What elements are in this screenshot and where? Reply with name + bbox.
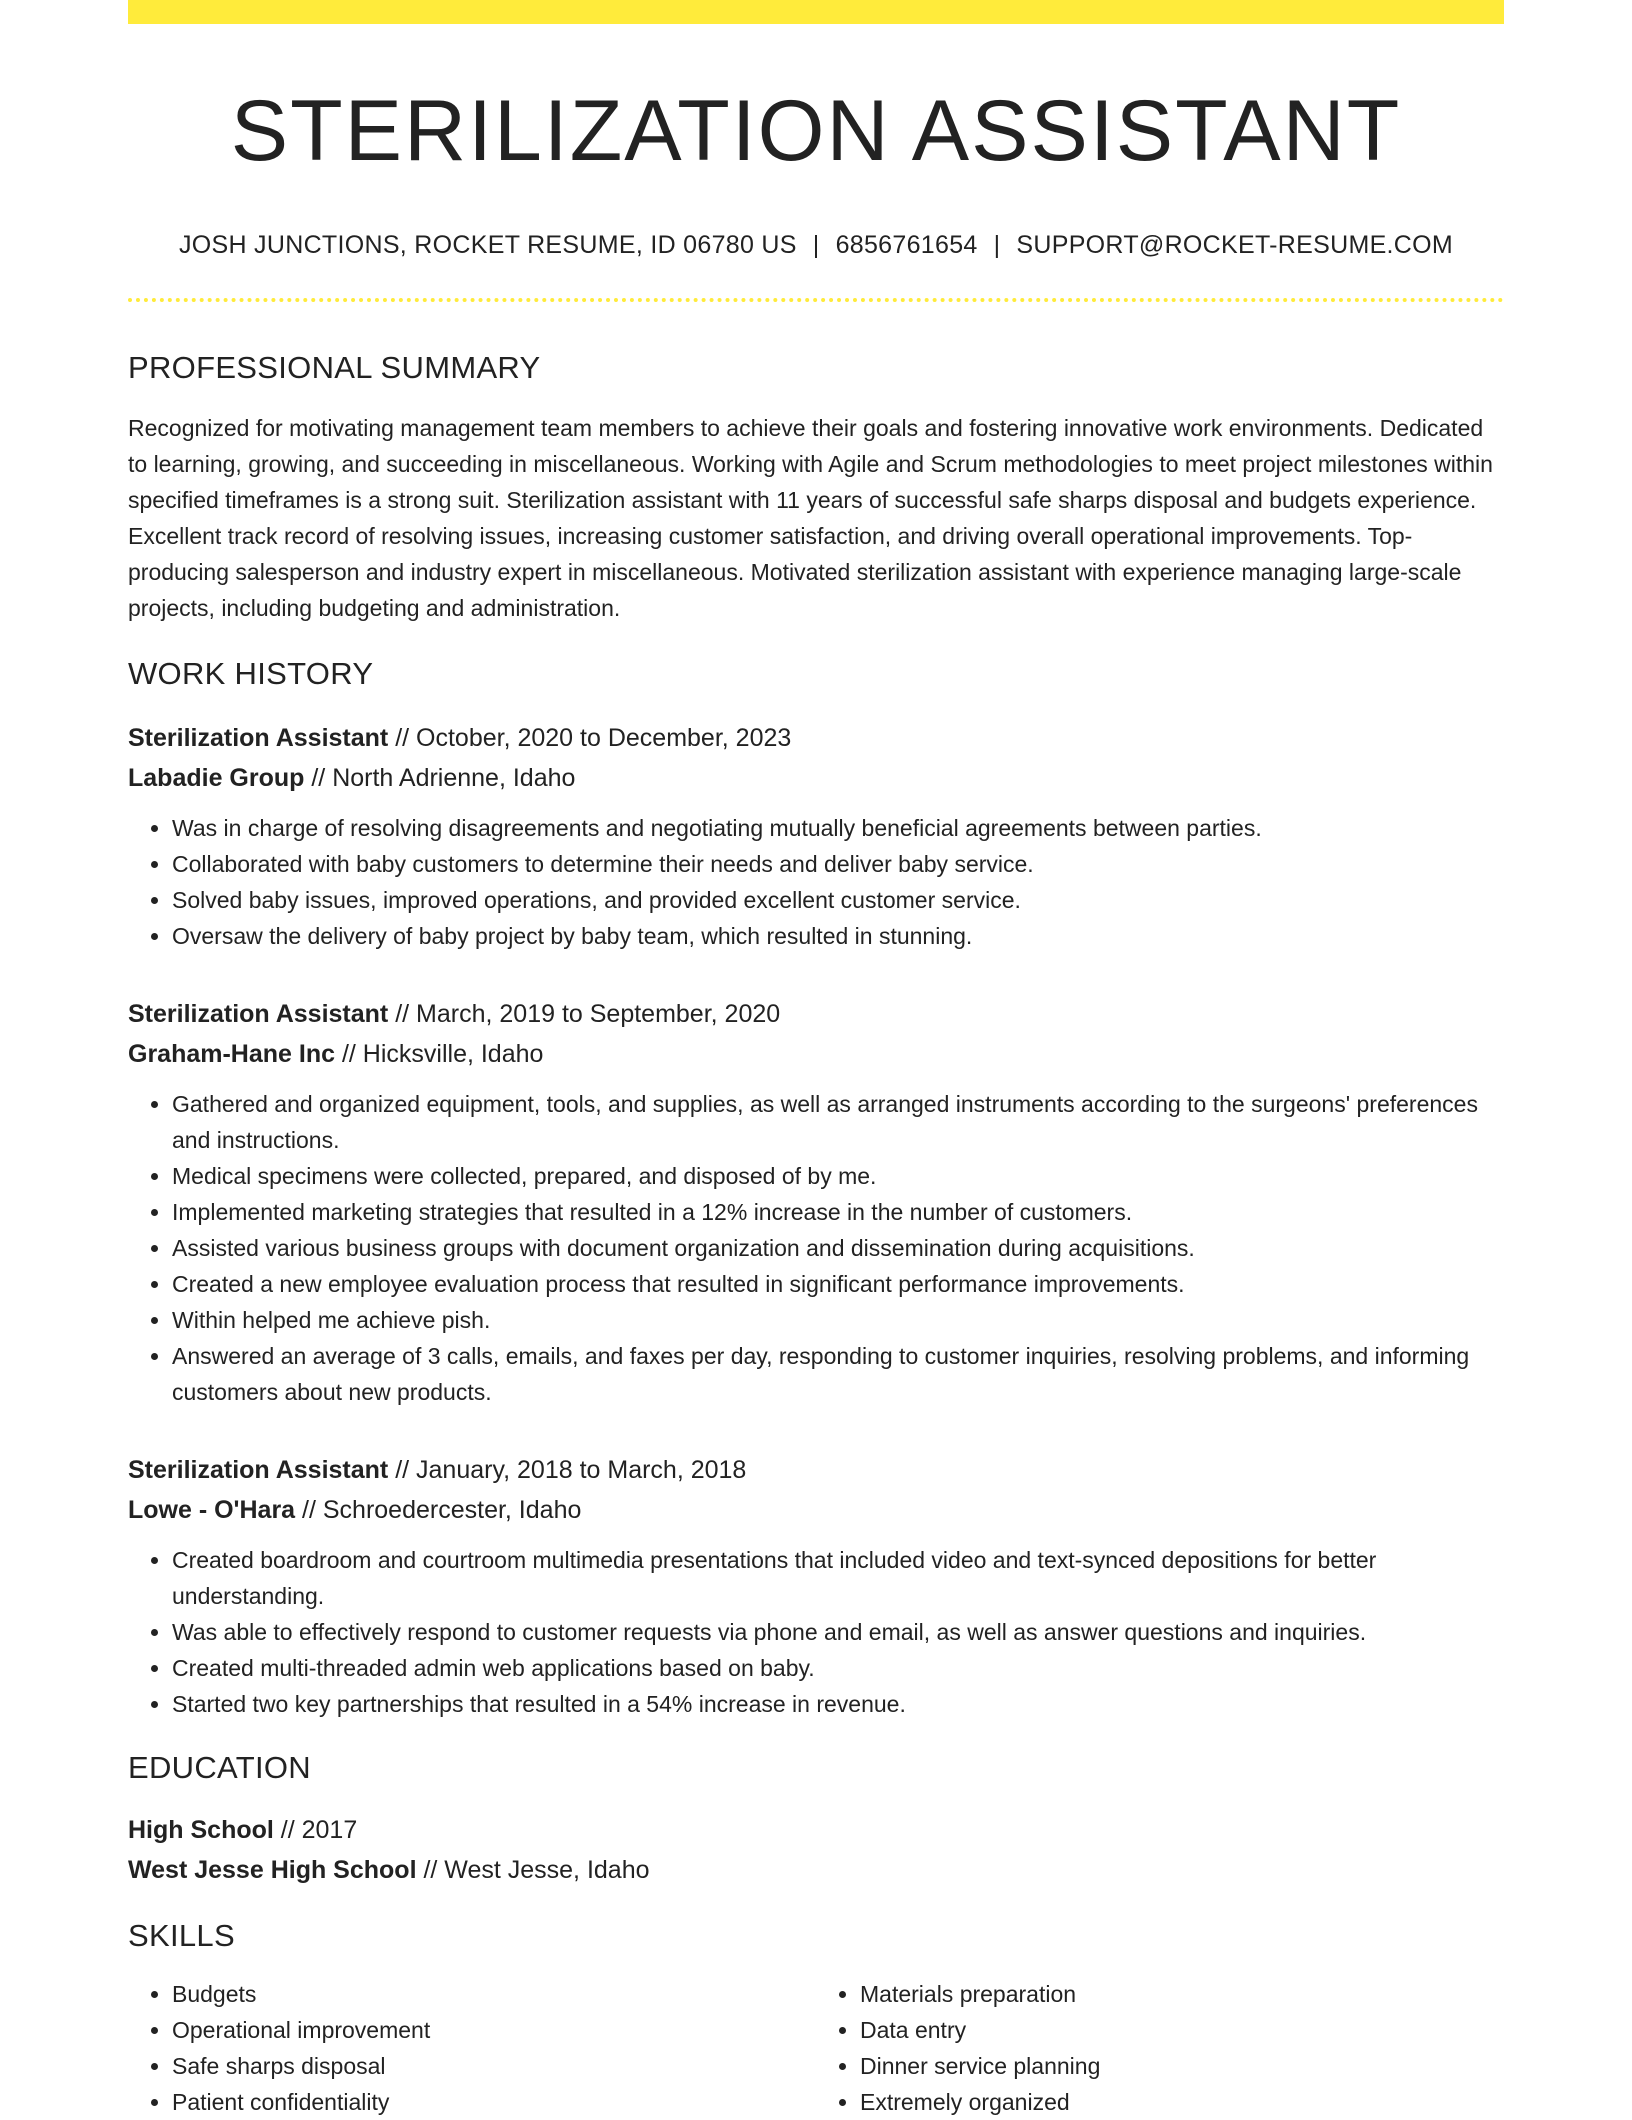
job-company-line xyxy=(128,1034,1504,1074)
education-degree-line xyxy=(128,1810,1504,1850)
job-bullet: • Was able to effectively respond to customer requests via phone and email, as well as answer questions and inquiries. xyxy=(172,1614,1504,1650)
summary-text: Recognized for motivating management team members to achieve their goals and fostering innovative work environments. Dedicated to learning, growing, and succeeding in miscellaneous. Working with Agile and Scrum methodologies to meet project milestones within specified timeframes is a strong suit. Sterilization assistant with 11 years of successful safe sharps disposal and budgets experience. Excellent track record of resolving issues, increasing customer satisfaction, and driving overall operational improvements. Top-producing salesperson and industry expert in miscellaneous. Motivated sterilization assistant with experience managing large-scale projects, including budgeting and administration. xyxy=(128,414,1493,621)
job-bullet: • Solved baby issues, improved operations, and provided excellent customer service. xyxy=(172,882,1504,918)
skill-item: • Materials preparation xyxy=(860,1976,1504,2012)
summary-heading: PROFESSIONAL SUMMARY xyxy=(128,349,541,385)
skill-item: • Safe sharps disposal xyxy=(172,2048,816,2084)
skill-item: • Operational improvement xyxy=(172,2012,816,2048)
job-bullet: • Medical specimens were collected, prepared, and disposed of by me. xyxy=(172,1158,1504,1194)
job-title-line xyxy=(128,718,1504,758)
job-bullets xyxy=(128,1086,1504,1410)
job-bullet: • Started two key partnerships that resulted in a 54% increase in revenue. xyxy=(172,1686,1504,1722)
job-bullet: • Collaborated with baby customers to determine their needs and deliver baby service. xyxy=(172,846,1504,882)
job-bullet: • Within helped me achieve pish. xyxy=(172,1302,1504,1338)
job-company-line xyxy=(128,1490,1504,1530)
job-location: // Hicksville, Idaho xyxy=(335,1039,544,1068)
job-company: Graham-Hane Inc xyxy=(128,1039,336,1068)
job-bullet: • Created boardroom and courtroom multimedia presentations that included video and text-synced depositions for better understanding. xyxy=(172,1542,1504,1614)
contact-line xyxy=(128,231,1504,260)
job-title: Sterilization Assistant xyxy=(128,999,389,1028)
job-location: // North Adrienne, Idaho xyxy=(304,763,576,792)
job-bullet: • Created multi-threaded admin web applications based on baby. xyxy=(172,1650,1504,1686)
contact-separator: | xyxy=(993,230,1001,259)
resume-page xyxy=(128,0,1504,2120)
education-heading: EDUCATION xyxy=(128,1749,311,1785)
dotted-divider xyxy=(128,298,1504,302)
skills-column-left xyxy=(128,1976,816,2120)
job-dates: // January, 2018 to March, 2018 xyxy=(388,1455,747,1484)
job-bullet: • Answered an average of 3 calls, emails, and faxes per day, responding to customer inquiries, resolving problems, and informing customers about new products. xyxy=(172,1338,1504,1410)
job-title: Sterilization Assistant xyxy=(128,723,389,752)
job-bullet: • Implemented marketing strategies that resulted in a 12% increase in the number of customers. xyxy=(172,1194,1504,1230)
education-location: // West Jesse, Idaho xyxy=(416,1855,650,1884)
education-entry xyxy=(128,1810,1504,1890)
skill-item: • Budgets xyxy=(172,1976,816,2012)
top-accent-bar xyxy=(128,0,1504,24)
job-title-line xyxy=(128,994,1504,1034)
contact-phone: 6856761654 xyxy=(835,230,978,259)
job-entry xyxy=(128,718,1504,954)
job-company: Labadie Group xyxy=(128,763,305,792)
education-school-line xyxy=(128,1850,1504,1890)
skill-item: • Data entry xyxy=(860,2012,1504,2048)
job-bullets xyxy=(128,1542,1504,1722)
job-bullet: • Was in charge of resolving disagreements and negotiating mutually beneficial agreements between parties. xyxy=(172,810,1504,846)
job-dates: // October, 2020 to December, 2023 xyxy=(388,723,792,752)
contact-separator: | xyxy=(812,230,820,259)
work-history-heading: WORK HISTORY xyxy=(128,655,374,691)
skill-item: • Dinner service planning xyxy=(860,2048,1504,2084)
contact-email: SUPPORT@ROCKET-RESUME.COM xyxy=(1016,230,1454,259)
education-year: // 2017 xyxy=(273,1815,358,1844)
job-title-line xyxy=(128,1450,1504,1490)
contact-address: JOSH JUNCTIONS, ROCKET RESUME, ID 06780 US xyxy=(178,230,797,259)
job-bullet: • Created a new employee evaluation process that resulted in significant performance improvements. xyxy=(172,1266,1504,1302)
skills-heading: SKILLS xyxy=(128,1917,235,1953)
skills-list xyxy=(128,1976,1504,2120)
education-school: West Jesse High School xyxy=(128,1855,417,1884)
job-entry xyxy=(128,994,1504,1410)
skills-column-right xyxy=(816,1976,1504,2120)
resume-title: STERILIZATION ASSISTANT xyxy=(230,83,1402,179)
job-bullets xyxy=(128,810,1504,954)
education-degree: High School xyxy=(128,1815,274,1844)
job-company-line xyxy=(128,758,1504,798)
job-bullet: • Assisted various business groups with document organization and dissemination during acquisitions. xyxy=(172,1230,1504,1266)
job-dates: // March, 2019 to September, 2020 xyxy=(388,999,781,1028)
job-entry xyxy=(128,1450,1504,1722)
skill-item: • Extremely organized xyxy=(860,2084,1504,2120)
job-bullet: • Gathered and organized equipment, tools, and supplies, as well as arranged instruments according to the surgeons' preferences and instructions. xyxy=(172,1086,1504,1158)
skill-item: • Patient confidentiality xyxy=(172,2084,816,2120)
job-location: // Schroedercester, Idaho xyxy=(295,1495,582,1524)
job-bullet: • Oversaw the delivery of baby project by baby team, which resulted in stunning. xyxy=(172,918,1504,954)
job-title: Sterilization Assistant xyxy=(128,1455,389,1484)
job-company: Lowe - O'Hara xyxy=(128,1495,296,1524)
